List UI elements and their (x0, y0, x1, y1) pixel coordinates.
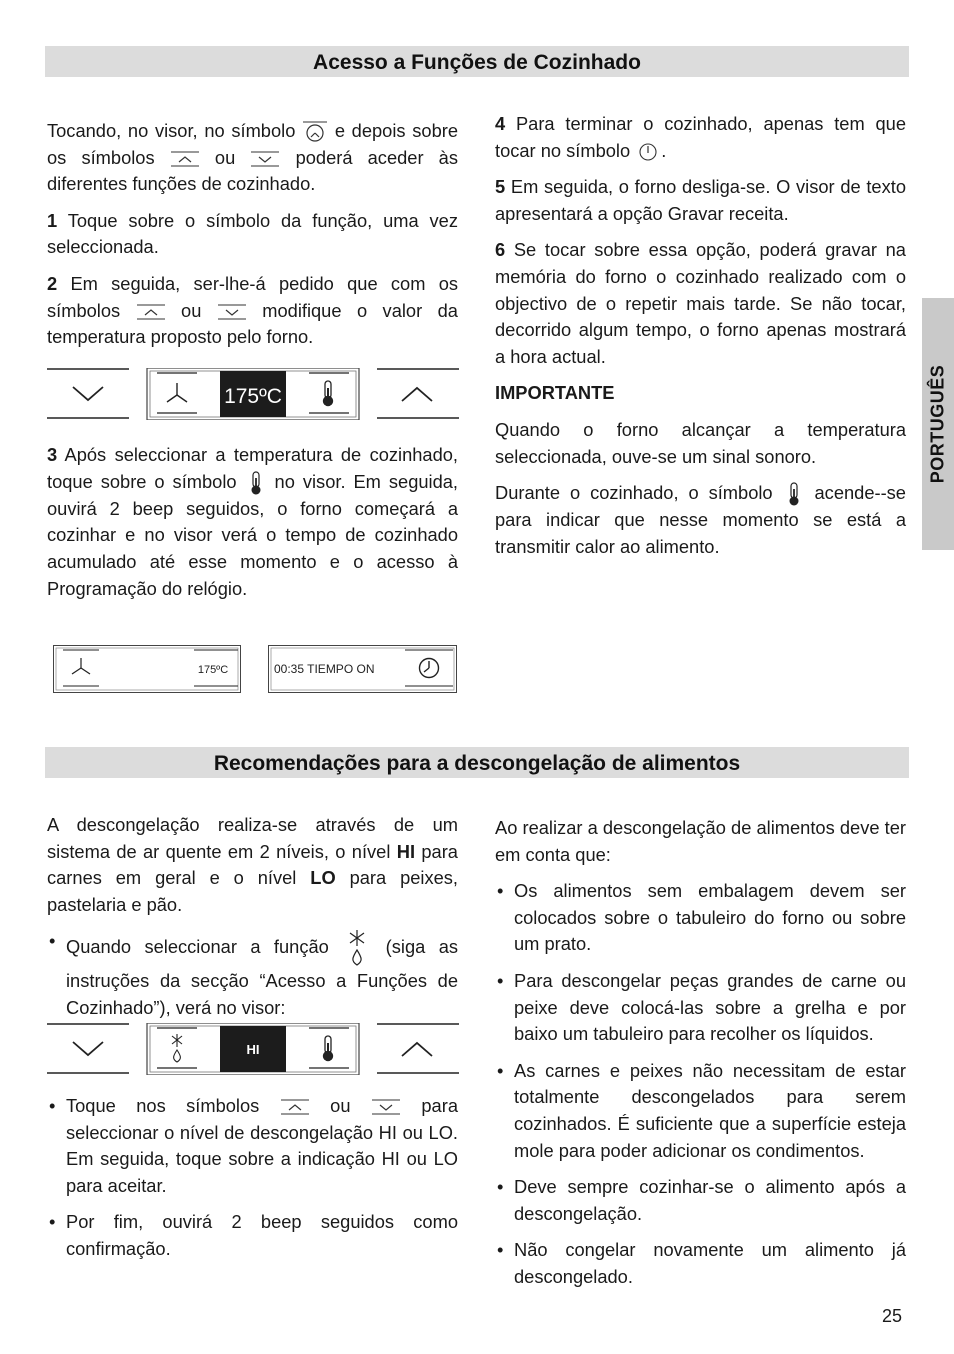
text: ou (214, 146, 236, 168)
section-title-cooking: Acesso a Funções de Cozinhado (45, 46, 909, 77)
thermometer-icon (783, 481, 805, 507)
oven-display-temperature (47, 368, 459, 420)
step-number: 1 (47, 209, 58, 231)
step-number: 6 (495, 239, 506, 261)
text: para peixes, pastelaria e pão. (47, 867, 458, 915)
defrost-left-bottom (47, 1093, 458, 1273)
cooking-step-6 (495, 237, 906, 370)
text: para carnes em geral e o nível (47, 840, 458, 889)
cooking-step-4 (495, 111, 906, 164)
cooking-step-3 (47, 442, 458, 602)
text: Em seguida, ser-lhe-á pedido que com os símbolos (47, 272, 458, 321)
display-level: HI (246, 1042, 260, 1057)
section-title-defrost: Recomendações para a descongelação de alimentos (45, 747, 909, 778)
oven-display-running (53, 645, 241, 693)
text: Tocando, no visor, no símbolo (47, 120, 296, 141)
text: Toque sobre o símbolo da função, uma vez seleccionada. (47, 209, 458, 258)
defrost-tips-intro: Ao realizar a descongelação de alimentos deve ter em conta que: (495, 817, 906, 865)
display-temperature: 175ºC (224, 385, 282, 408)
list-item: • Não congelar novamente um alimento já descongelado. (495, 1237, 906, 1290)
text: ou (330, 1095, 351, 1116)
step-number: 2 (47, 272, 58, 294)
list-item: • Por fim, ouvirá 2 beep seguidos como confirmação. (47, 1209, 458, 1262)
cooking-step-2 (47, 271, 458, 351)
chevron-up-icon (136, 303, 166, 321)
text: Se tocar sobre essa opção, poderá gravar na memória do forno o cozinhado realizado com o objectivo de o repetir mais tarde. Se não tocar, decorrido algum tempo, o forno apenas mostrará a hora actual. (495, 239, 906, 367)
language-tab-label: PORTUGUÊS (927, 364, 948, 484)
power-icon (635, 141, 661, 163)
cooking-left-column (47, 118, 458, 361)
cooking-right-column (495, 111, 906, 570)
level-lo: LO (310, 867, 336, 889)
text: poderá aceder às diferentes funções de cozinhado. (47, 146, 458, 195)
list-item: • Para descongelar peças grandes de carne ou peixe deve colocá-las sobre a grelha e por baixo um tabuleiro para recolher os líquidos. (495, 968, 906, 1048)
list-item: • As carnes e peixes não necessitam de estar totalmente descongelados para serem cozinhados. É suficiente que a superfície esteja mole para poder adicionar os condimentos. (495, 1058, 906, 1164)
defrost-right-column (495, 815, 906, 1301)
defrost-intro (47, 812, 458, 918)
cooking-step-3-block (47, 442, 458, 612)
defrost-steps (47, 928, 458, 1021)
text: ou (181, 299, 202, 321)
text: para seleccionar o nível de descongelação HI ou LO. Em seguida, toque sobre a indicação HI ou LO para aceitar. (66, 1095, 458, 1196)
clock-icon (302, 120, 328, 144)
list-item: • Deve sempre cozinhar-se o alimento após a descongelação. (495, 1174, 906, 1227)
cooking-step-1 (47, 208, 458, 261)
down-arrow-key (47, 369, 129, 418)
page-number: 25 (882, 1306, 903, 1326)
oven-display-timer (268, 645, 457, 693)
text: modifique o valor da temperatura proposto pelo forno. (47, 299, 458, 348)
text: Após seleccionar a temperatura de cozinhado, toque sobre o símbolo (47, 444, 458, 492)
text: acende--se para indicar que nesse momento se está a transmitir calor ao alimento. (495, 482, 906, 557)
step-number: 3 (47, 444, 58, 465)
cooking-step-5 (495, 174, 906, 227)
list-item (47, 928, 458, 1021)
important-text-2 (495, 480, 906, 560)
step-number: 4 (495, 113, 506, 134)
text: (siga as instruções da secção “Acesso a Funções de Cozinhado”), verá no visor: (66, 936, 458, 1018)
text: Em seguida, o forno desliga-se. O visor de texto apresentará a opção Gravar receita. (495, 176, 906, 224)
language-tab (922, 298, 954, 550)
list-item (47, 1093, 458, 1199)
text: Toque nos símbolos (66, 1095, 260, 1116)
defrost-tips (495, 878, 906, 1290)
level-hi: HI (396, 840, 416, 862)
chevron-up-icon (170, 150, 200, 168)
chevron-down-icon (371, 1098, 401, 1116)
chevron-down-icon (250, 150, 280, 168)
down-arrow-key (47, 1024, 129, 1073)
important-text-1: Quando o forno alcançar a temperatura seleccionada, ouve-se um sinal sonoro. (495, 418, 906, 467)
text: e depois sobre os símbolos (47, 120, 458, 168)
text: . (661, 139, 667, 161)
display-temperature-small: 175ºC (197, 664, 229, 676)
chevron-up-icon (280, 1098, 310, 1116)
up-arrow-key (377, 369, 459, 418)
chevron-down-icon (217, 303, 247, 321)
list-item: • Os alimentos sem embalagem devem ser colocados sobre o tabuleiro do forno ou sobre um prato. (495, 878, 906, 958)
defrost-icon (342, 928, 372, 968)
oven-display-defrost (47, 1023, 459, 1075)
text: no visor. Em seguida, ouvirá 2 beep seguidos, o forno começará a cozinhar e no visor verá o tempo de cozinhado acumulado até esse momento e o acesso à Programação do relógio. (47, 470, 458, 599)
defrost-left-column (47, 812, 458, 1032)
defrost-steps-continued (47, 1093, 458, 1263)
text: A descongelação realiza-se através de um sistema de ar quente em 2 níveis, o nível (47, 814, 458, 862)
cooking-intro (47, 118, 458, 198)
text: Quando seleccionar a função (66, 936, 329, 958)
important-heading: IMPORTANTE (495, 382, 615, 404)
text: Durante o cozinhado, o símbolo (495, 482, 773, 504)
step-number: 5 (495, 176, 506, 198)
display-timer-text: 00:35 TIEMPO ON (274, 662, 375, 676)
thermometer-icon (245, 470, 267, 496)
up-arrow-key (377, 1024, 459, 1073)
text: Para terminar o cozinhado, apenas tem que tocar no símbolo (495, 113, 906, 161)
